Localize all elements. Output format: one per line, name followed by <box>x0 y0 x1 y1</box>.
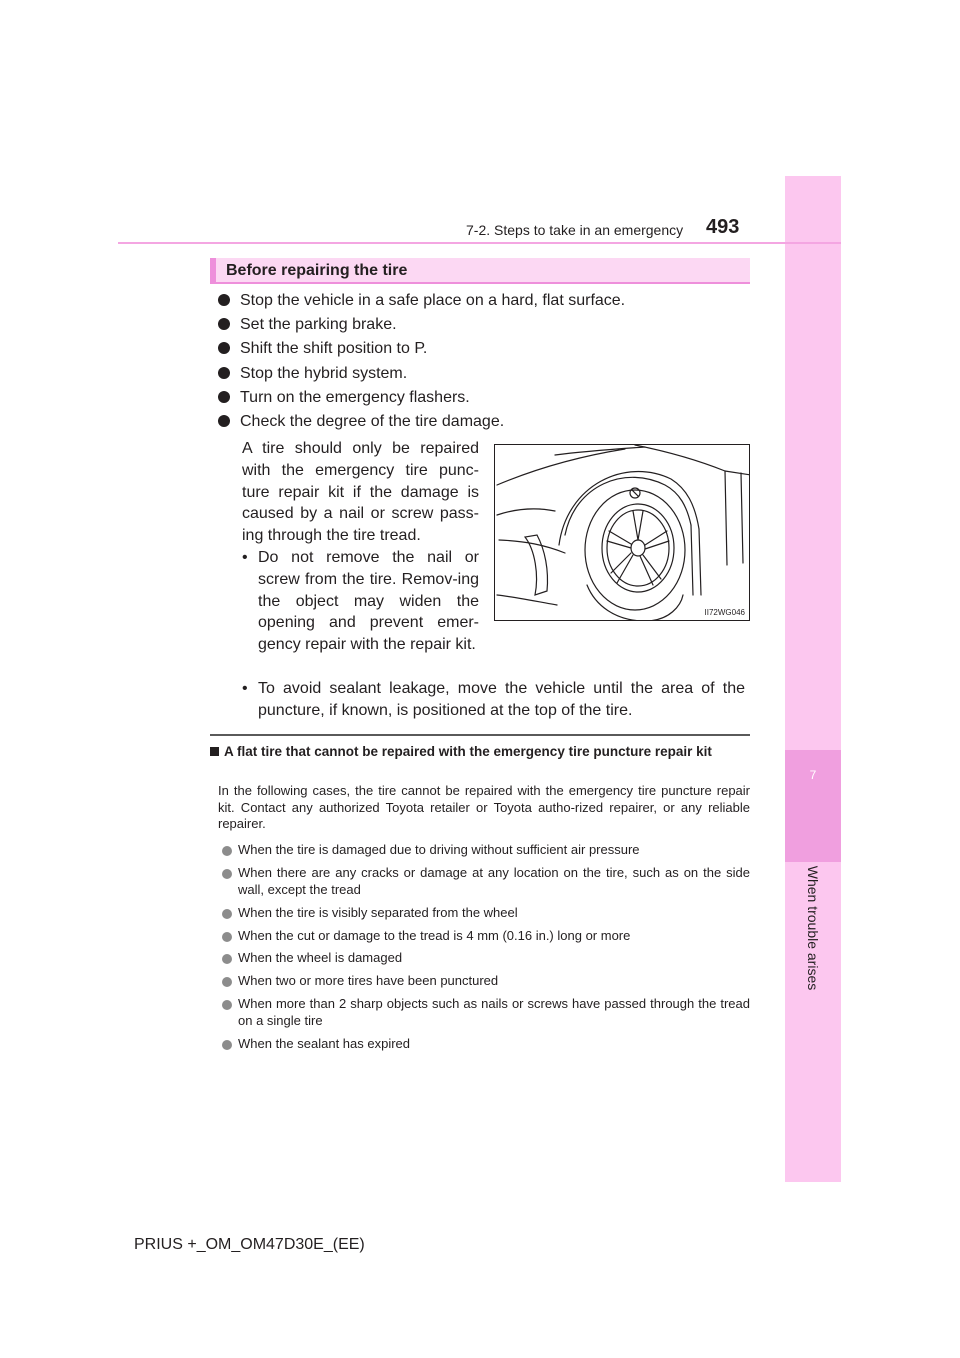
step-item: Check the degree of the tire damage. <box>218 410 758 434</box>
note-item: When the wheel is damaged <box>222 950 750 967</box>
note-item: When the sealant has expired <box>222 1036 750 1053</box>
header-rule <box>118 242 841 244</box>
sub-bullet: • Do not remove the nail or screw from the tire. Remov-ing the object may widen the opening and prevent emer-gency repair with the repair kit. <box>242 549 479 654</box>
note-item: When more than 2 sharp objects such as nails or screws have passed through the tread on a single tire <box>222 996 750 1029</box>
page-number: 493 <box>706 216 740 238</box>
bullet-dot-icon <box>218 391 230 403</box>
running-header: 7-2. Steps to take in an emergency <box>466 222 684 238</box>
bullet-dot-icon <box>218 415 230 427</box>
bullet-dot-icon <box>218 318 230 330</box>
chapter-tab-strip <box>785 176 841 1182</box>
flat-tire-icon <box>495 445 750 621</box>
step-item: Shift the shift position to P. <box>218 337 758 361</box>
step-item: Set the parking brake. <box>218 313 758 337</box>
section-divider <box>210 734 750 736</box>
square-bullet-icon <box>210 747 219 756</box>
flat-tire-illustration <box>494 444 750 621</box>
note-title: A flat tire that cannot be repaired with the emergency tire puncture repair kit <box>210 744 750 760</box>
note-item: When there are any cracks or damage at any location on the tire, such as on the side wall, except the tread <box>222 865 750 898</box>
chapter-number: 7 <box>809 768 817 782</box>
bullet-dot-icon <box>222 1000 232 1010</box>
bullet-dot-icon <box>218 294 230 306</box>
bullet-dot-icon <box>222 846 232 856</box>
step-item: Stop the vehicle in a safe place on a hard, flat surface. <box>218 289 758 313</box>
sub-bullet-marker: • <box>242 549 248 566</box>
bullet-dot-icon <box>222 909 232 919</box>
damage-paragraph: A tire should only be repaired with the emergency tire punc-ture repair kit if the damage is caused by a nail or screw pass-ing through the tire tread. <box>242 440 479 545</box>
note-item: When the tire is visibly separated from the wheel <box>222 905 750 922</box>
note-item: When two or more tires have been punctured <box>222 973 750 990</box>
note-intro: In the following cases, the tire cannot be repaired with the emergency tire puncture repair kit. Contact any authorized Toyota retailer or Toyota autho-rized repairer, or any reliable repairer. <box>218 783 750 831</box>
bullet-dot-icon <box>222 977 232 987</box>
step-list <box>218 289 758 434</box>
bullet-dot-icon <box>222 869 232 879</box>
bullet-dot-icon <box>222 1040 232 1050</box>
sub-bullet-marker: • <box>242 680 248 697</box>
section-heading: Before repairing the tire <box>210 258 750 284</box>
note-item: When the cut or damage to the tread is 4 mm (0.16 in.) long or more <box>222 928 750 945</box>
bullet-dot-icon <box>222 954 232 964</box>
document-code-footer: PRIUS +_OM_OM47D30E_(EE) <box>134 1236 365 1253</box>
chapter-tab-active <box>785 750 841 862</box>
bullet-dot-icon <box>222 932 232 942</box>
note-item: When the tire is damaged due to driving without sufficient air pressure <box>222 842 750 859</box>
bullet-dot-icon <box>218 342 230 354</box>
step-item: Turn on the emergency flashers. <box>218 386 758 410</box>
figure-code: II72WG046 <box>704 608 745 617</box>
bullet-dot-icon <box>218 367 230 379</box>
sub-bullet: • To avoid sealant leakage, move the vehicle until the area of the puncture, if known, is positioned at the top of the tire. <box>242 680 745 719</box>
step-item: Stop the hybrid system. <box>218 362 758 386</box>
chapter-title: When trouble arises <box>805 865 821 991</box>
